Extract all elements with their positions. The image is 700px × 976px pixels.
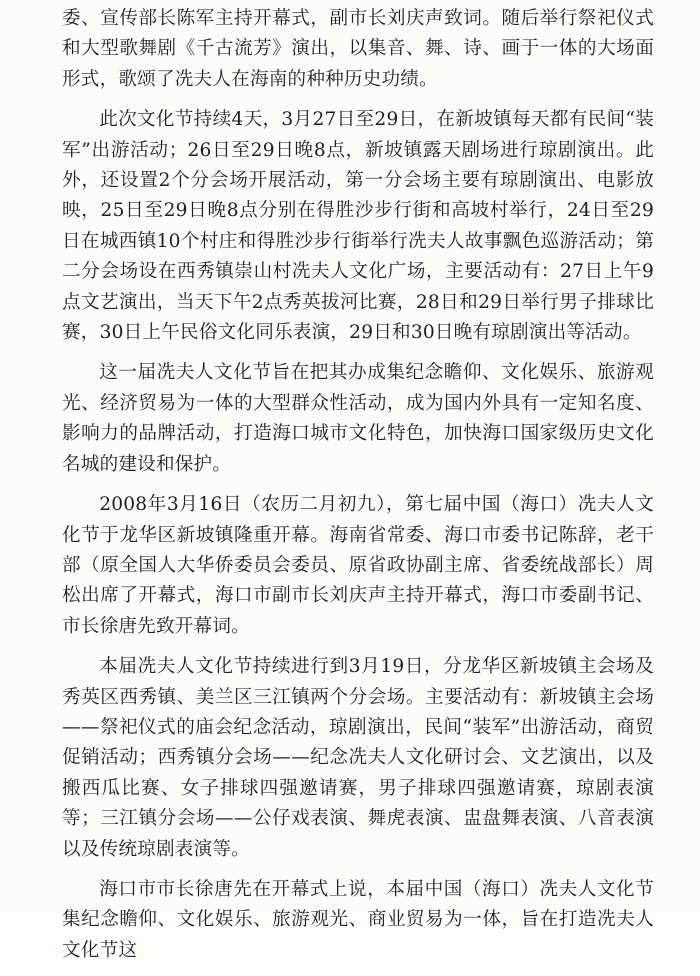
paragraph: 这一届冼夫人文化节旨在把其办成集纪念瞻仰、文化娱乐、旅游观光、经济贸易为一体的大型群众性活动，成为国内外具有一定知名度、影响力的品牌活动，打造海口城市文化特色，加快海口国家级历史文化名城的建设和保护。 — [62, 362, 654, 475]
document-body — [62, 4, 654, 976]
paragraph: 委、宣传部长陈军主持开幕式，副市长刘庆声致词。随后举行祭祀仪式和大型歌舞剧《千古流芳》演出，以集音、舞、诗、画于一体的大场面形式，歌颂了冼夫人在海南的种种历史功绩。 — [62, 8, 654, 90]
paragraph: 海口市市长徐唐先在开幕式上说，本届中国（海口）冼夫人文化节集纪念瞻仰、文化娱乐、旅游观光、商业贸易为一体，旨在打造冼夫人文化节这 — [62, 878, 654, 961]
paragraph: 2008年3月16日（农历二月初九），第七届中国（海口）冼夫人文化节于龙华区新坡镇隆重开幕。海南省常委、海口市委书记陈辞，老干部（原全国人大华侨委员会委员、原省政协副主席、省委统战部长）周松出席了开幕式，海口市副市长刘庆声主持开幕式，海口市委副书记、市长徐唐先致开幕词。 — [62, 494, 654, 637]
paragraph: 本届冼夫人文化节持续进行到3月19日，分龙华区新坡镇主会场及秀英区西秀镇、美兰区三江镇两个分会场。主要活动有：新坡镇主会场——祭祀仪式的庙会纪念活动，琼剧演出，民间“装军”出游活动，商贸促销活动；西秀镇分会场——纪念冼夫人文化研讨会、文艺演出，以及搬西瓜比赛、女子排球四强邀请赛，男子排球四强邀请赛，琼剧表演等；三江镇分会场——公仔戏表演、舞虎表演、盅盘舞表演、八音表演以及传统琼剧表演等。 — [62, 656, 654, 860]
paragraph: 此次文化节持续4天，3月27日至29日，在新坡镇每天都有民间“装军”出游活动；26日至29日晚8点，新坡镇露天剧场进行琼剧演出。此外，还设置2个分会场开展活动，第一分会场主要有琼剧演出、电影放映，25日至29日晚8点分别在得胜沙步行街和高坡村举行，24日至29日在城西镇10个村庄和得胜沙步行街举行冼夫人故事飘色巡游活动；第二分会场设在西秀镇崇山村冼夫人文化广场，主要活动有：27日上午9点文艺演出，当天下午2点秀英拔河比赛，28日和29日举行男子排球比赛，30日上午民俗文化同乐表演，29日和30日晚有琼剧演出等活动。 — [62, 109, 654, 344]
